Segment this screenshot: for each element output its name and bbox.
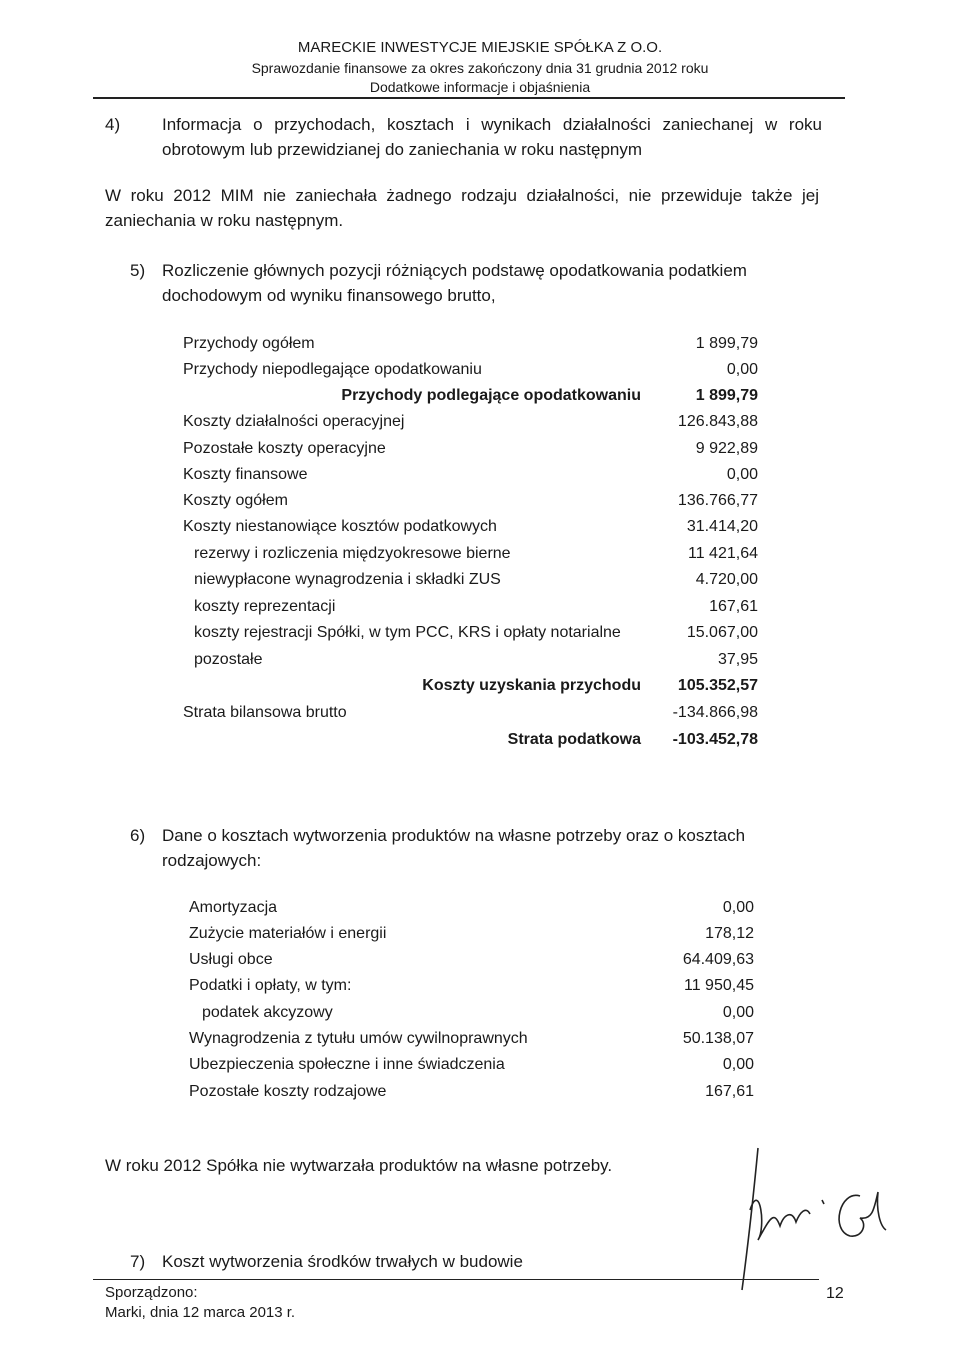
row-label: Koszty niestanowiące kosztów podatkowych [183,518,497,535]
row-label: Koszty uzyskania przychodu [422,677,641,694]
row-value: 1 899,79 [695,335,758,352]
row-value: 0,00 [726,466,758,483]
row-label: niewypłacone wynagrodzenia i składki ZUS [194,571,501,588]
section6-number: 6) [130,826,146,845]
row-label: Usługi obce [189,951,273,968]
section6-note: W roku 2012 Spółka nie wytwarzała produktów na własne potrzeby. [105,1156,613,1175]
header-company: MARECKIE INWESTYCJE MIEJSKIE SPÓŁKA Z O.O. [297,39,663,56]
section4-number: 4) [105,115,121,134]
row-label: Koszty finansowe [183,466,308,483]
row-label: koszty rejestracji Spółki, w tym PCC, KRS i opłaty notarialne [194,624,621,641]
section7-number: 7) [130,1252,146,1271]
section4-heading-line1: Informacja o przychodach, kosztach i wynikach działalności zaniechanej w roku [162,115,822,134]
row-value: 0,00 [722,1056,754,1073]
row-label: koszty reprezentacji [194,598,336,615]
row-value: 11 950,45 [684,977,754,994]
section4-body-line2: zaniechania w roku następnym. [105,211,344,230]
row-value: 178,12 [705,925,754,942]
row-label: Przychody niepodlegające opodatkowaniu [183,361,482,378]
row-label: Strata podatkowa [507,731,641,748]
row-label: Amortyzacja [189,899,278,916]
row-value: 105.352,57 [677,677,758,694]
row-value: 11 421,64 [688,545,758,562]
row-value: 136.766,77 [677,492,758,509]
row-value: 4.720,00 [695,571,758,588]
row-value: 50.138,07 [682,1030,754,1047]
row-value: 126.843,88 [677,413,758,430]
header-title: Sprawozdanie finansowe za okres zakończony dnia 31 grudnia 2012 roku [251,60,709,76]
row-label: Pozostałe koszty operacyjne [183,440,386,457]
row-label: Koszty ogółem [183,492,288,509]
row-value: 0,00 [722,1004,754,1021]
row-label: Wynagrodzenia z tytułu umów cywilnoprawnych [189,1030,528,1047]
row-value: -134.866,98 [672,704,758,721]
row-label: pozostałe [194,651,263,668]
page-number: 12 [826,1285,844,1302]
footer-rule [93,1279,819,1280]
header-subtitle: Dodatkowe informacje i objaśnienia [369,79,591,95]
row-label: Koszty działalności operacyjnej [183,413,405,430]
row-value: 64.409,63 [682,951,754,968]
row-value: 167,61 [709,598,758,615]
row-value: 31.414,20 [686,518,758,535]
row-label: Przychody ogółem [183,335,315,352]
section5-heading-line1: Rozliczenie głównych pozycji różniących podstawę opodatkowania podatkiem [162,261,747,280]
row-label: podatek akcyzowy [202,1004,333,1021]
row-value: 1 899,79 [695,387,758,404]
row-value: 9 922,89 [695,440,758,457]
signature-image [700,1140,900,1300]
row-label: Podatki i opłaty, w tym: [189,977,352,994]
row-label: rezerwy i rozliczenia międzyokresowe bierne [194,545,511,562]
row-value: 167,61 [705,1083,754,1100]
section5-number: 5) [130,261,146,280]
row-label: Przychody podlegające opodatkowaniu [341,387,641,404]
row-value: 0,00 [722,899,754,916]
row-label: Strata bilansowa brutto [183,704,347,721]
section4-heading-line2: obrotowym lub przewidzianej do zaniechania w roku następnym [162,140,643,159]
row-value: 15.067,00 [686,624,758,641]
row-label: Pozostałe koszty rodzajowe [189,1083,387,1100]
row-label: Ubezpieczenia społeczne i inne świadczenia [189,1056,505,1073]
section6-heading-line2: rodzajowych: [162,851,262,870]
row-value: -103.452,78 [672,731,758,748]
row-value: 0,00 [726,361,758,378]
footer-place-date: Marki, dnia 12 marca 2013 r. [105,1304,296,1321]
footer-prepared-label: Sporządzono: [105,1284,198,1301]
row-value: 37,95 [717,651,758,668]
section5-heading-line2: dochodowym od wyniku finansowego brutto, [162,286,496,305]
section4-body-line1: W roku 2012 MIM nie zaniechała żadnego rodzaju działalności, nie przewiduje także jej [105,186,819,205]
section7-heading: Koszt wytworzenia środków trwałych w budowie [162,1252,523,1271]
section6-heading-line1: Dane o kosztach wytworzenia produktów na własne potrzeby oraz o kosztach [162,826,746,845]
header-rule [93,97,845,99]
row-label: Zużycie materiałów i energii [189,925,387,942]
